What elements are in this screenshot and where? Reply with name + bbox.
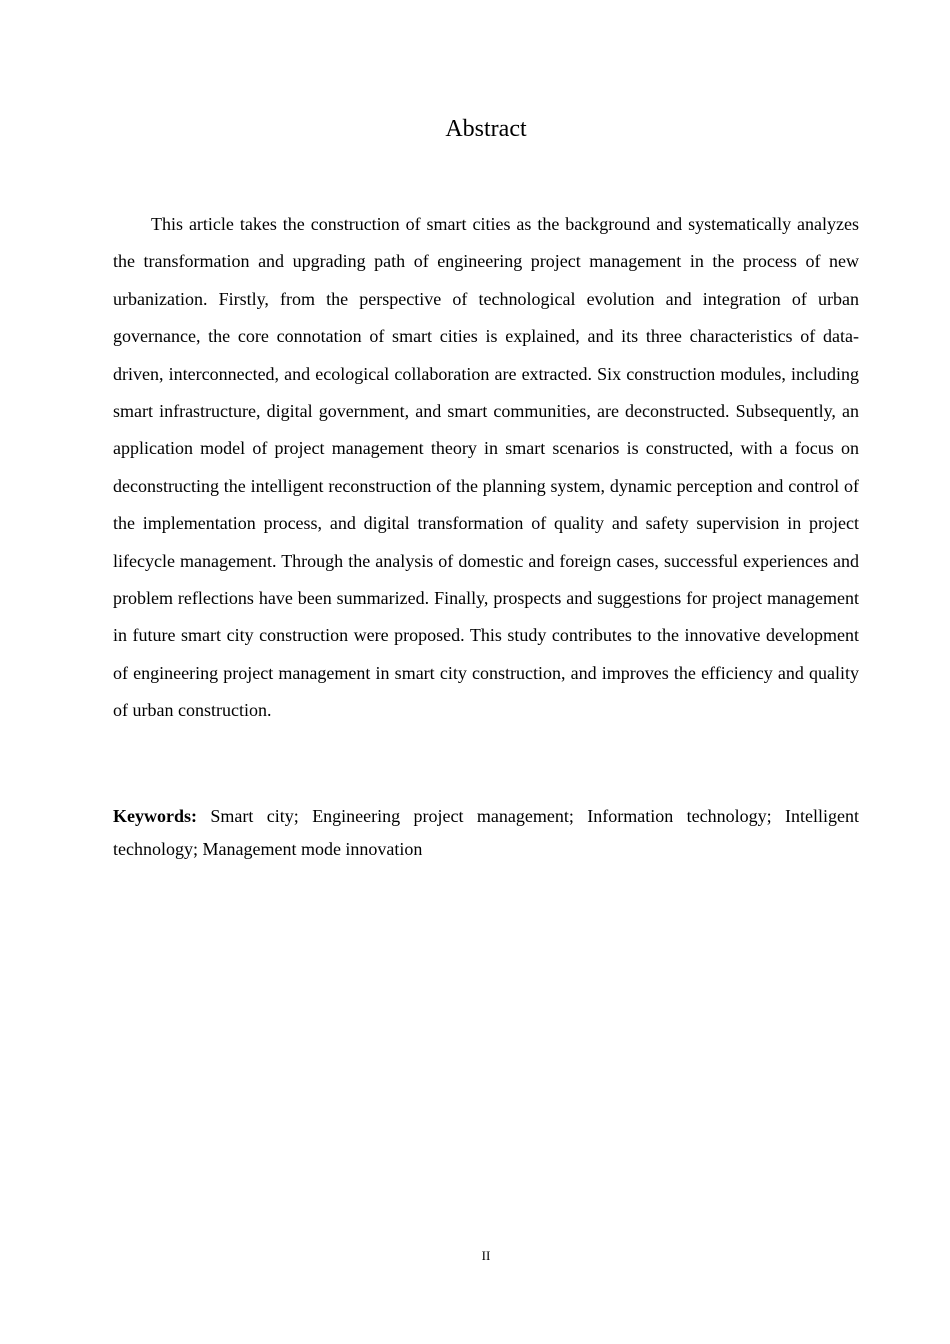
- keywords-paragraph: [113, 800, 859, 866]
- keywords-list: Smart city; Engineering project management; Information technology; Intelligent technology; Management mode innovation: [113, 806, 860, 859]
- page-number: II: [481, 1248, 491, 1263]
- keywords-label: Keywords:: [113, 806, 197, 826]
- abstract-paragraph: This article takes the construction of smart cities as the background and systematically analyzes the transformation and upgrading path of engineering project management in the process of new urbanization. Firstly, from the perspective of technological evolution and integration of urban governance, the core connotation of smart cities is explained, and its three characteristics of data-driven, interconnected, and ecological collaboration are extracted. Six construction modules, including smart infrastructure, digital government, and smart communities, are deconstructed. Subsequently, an application model of project management theory in smart scenarios is constructed, with a focus on deconstructing the intelligent reconstruction of the planning system, dynamic perception and control of the implementation process, and digital transformation of quality and safety supervision in project lifecycle management. Through the analysis of domestic and foreign cases, successful experiences and problem reflections have been summarized. Finally, prospects and suggestions for project management in future smart city construction were proposed. This study contributes to the innovative development of engineering project management in smart city construction, and improves the efficiency and quality of urban construction.: [113, 214, 859, 721]
- page-title: Abstract: [445, 116, 527, 142]
